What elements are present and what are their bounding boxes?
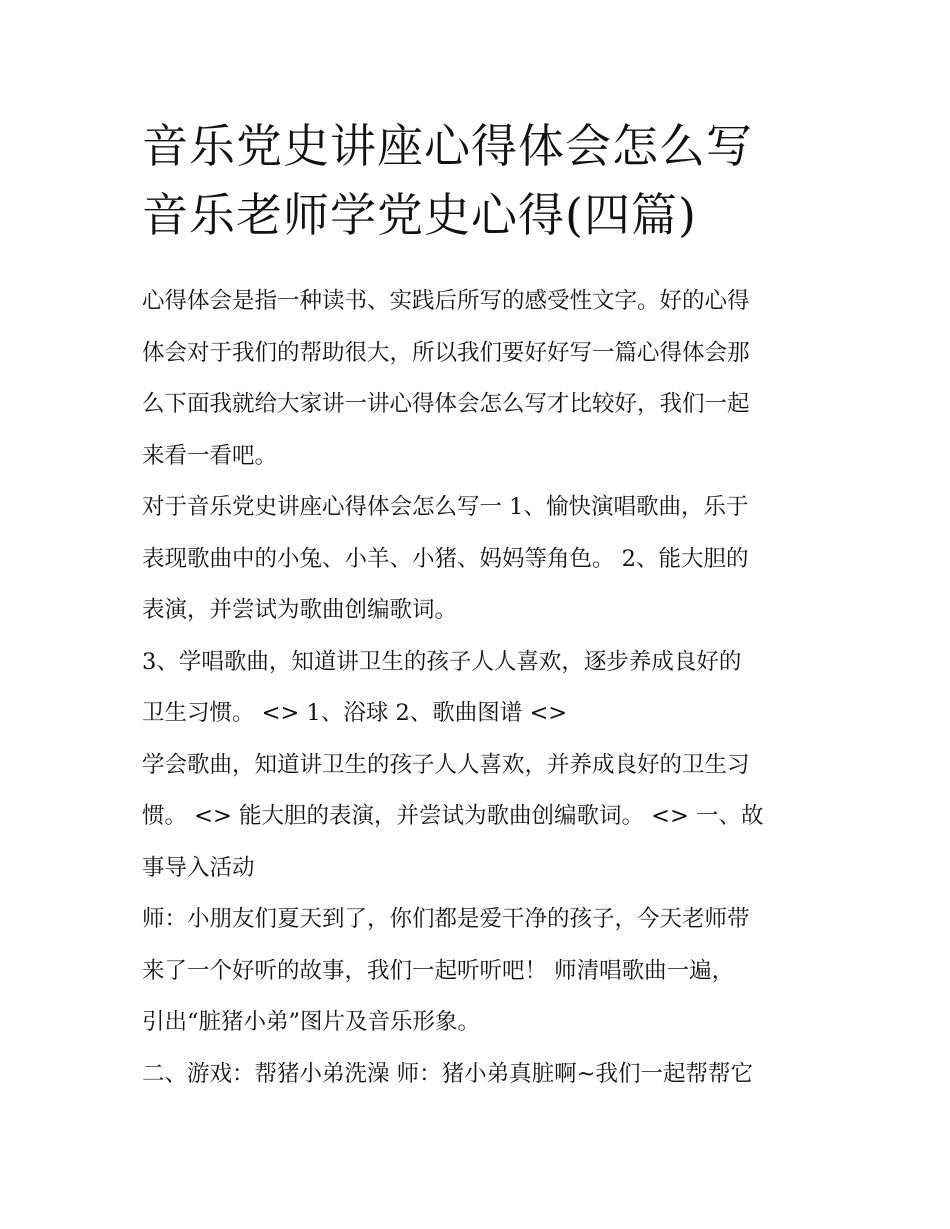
- text-line: 来看一看吧。: [142, 442, 278, 469]
- text-line: 心得体会是指一种读书、实践后所写的感受性文字。好的心得: [142, 288, 750, 314]
- text-line: 来了一个好听的故事，我们一起听听吧！ 师清唱歌曲一遍，: [142, 957, 735, 984]
- text-line: 体会对于我们的帮助很大，所以我们要好好写一篇心得体会那: [142, 339, 750, 366]
- paragraph-learning: [142, 740, 822, 895]
- text-line: 对于音乐党史讲座心得体会怎么写一 1、愉快演唱歌曲，乐于: [142, 494, 749, 520]
- paragraph-goals: [142, 482, 822, 637]
- document-title: [142, 112, 842, 250]
- text-line: 惯。 <> 能大胆的表演，并尝试为歌曲创编歌词。 <> 一、故: [142, 803, 764, 829]
- text-line: 二、游戏：帮猪小弟洗澡 师：猪小弟真脏啊~我们一起帮帮它: [142, 1060, 754, 1087]
- text-line: 卫生习惯。 <> 1、浴球 2、歌曲图谱 <>: [142, 700, 568, 726]
- paragraph-game: [142, 1049, 822, 1101]
- text-line: 学会歌曲，知道讲卫生的孩子人人喜欢，并养成良好的卫生习: [142, 751, 750, 778]
- title-line: 音乐老师学党史心得(四篇): [142, 188, 697, 242]
- paragraph-story: [142, 894, 822, 1049]
- paragraph-intro: [142, 276, 822, 482]
- text-line: 表现歌曲中的小兔、小羊、小猪、妈妈等角色。 2、能大胆的: [142, 545, 749, 572]
- text-line: 么下面我就给大家讲一讲心得体会怎么写才比较好，我们一起: [142, 391, 750, 417]
- text-line: 事导入活动: [142, 854, 255, 881]
- text-line: 师：小朋友们夏天到了，你们都是爱干净的孩子，今天老师带: [142, 906, 750, 932]
- document-body: [142, 276, 822, 1100]
- text-line: 3、学唱歌曲，知道讲卫生的孩子人人喜欢，逐步养成良好的: [142, 648, 742, 675]
- title-line: 音乐党史讲座心得体会怎么写: [142, 119, 753, 173]
- text-line: 表演，并尝试为歌曲创编歌词。: [142, 597, 458, 623]
- text-line: 引出“脏猪小弟”图片及音乐形象。: [142, 1009, 481, 1035]
- paragraph-habits: [142, 637, 822, 740]
